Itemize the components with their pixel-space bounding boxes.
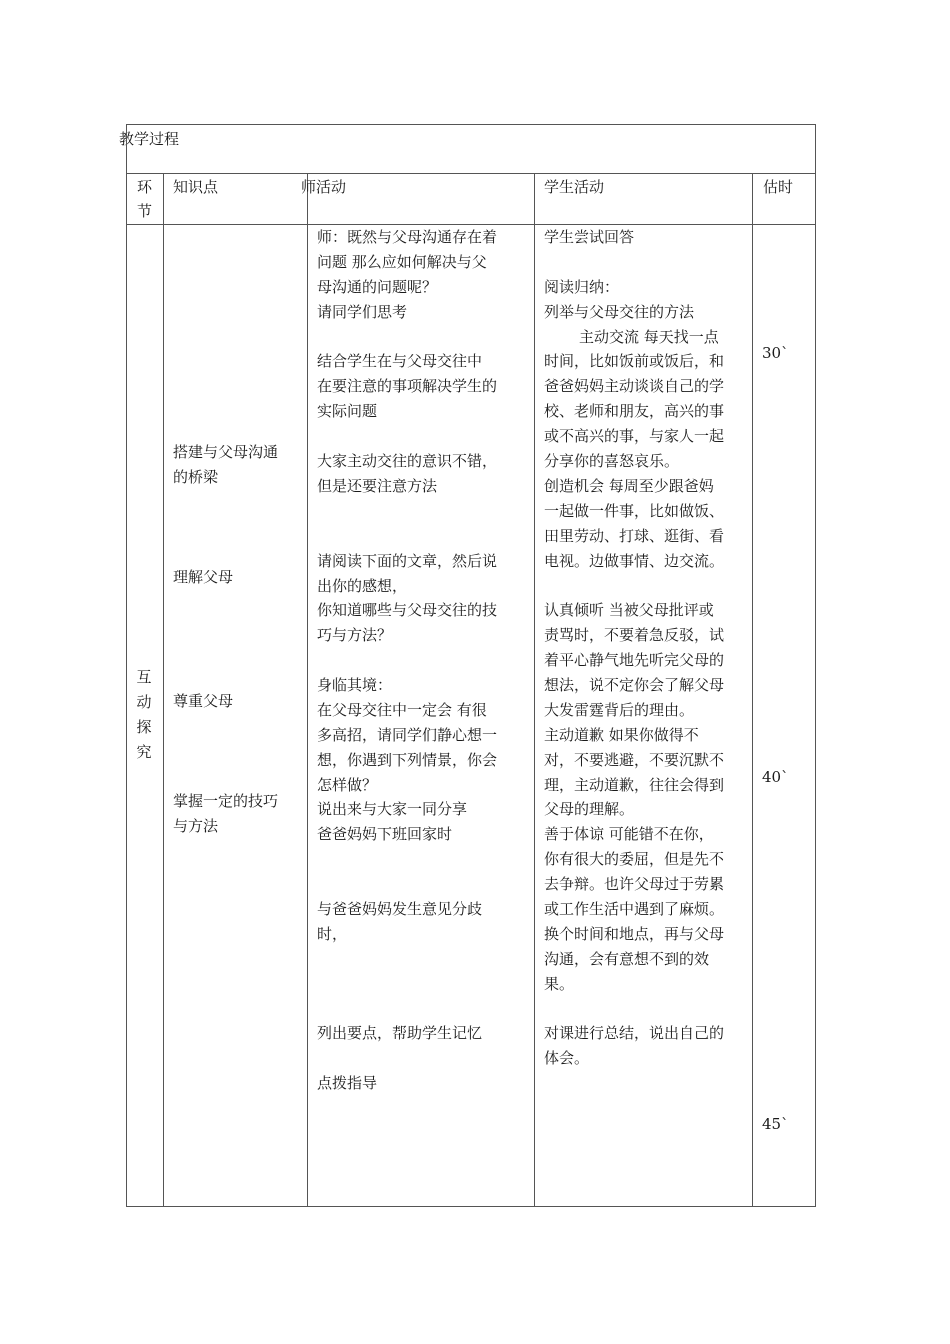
teacher-line: 怎样做？ [317,776,378,794]
header-stage-line1: 环 [137,178,153,196]
header-student-activity: 学生活动 [544,178,605,196]
teacher-line: 爸爸妈妈下班回家时 [317,825,453,843]
column-divider-3 [534,173,535,1207]
knowledge-point: 掌握一定的技巧 [173,792,279,810]
student-line: 善于体谅 可能错不在你， [544,825,714,843]
student-line: 校、老师和朋友，高兴的事 [544,402,725,420]
column-divider-2 [307,173,308,1207]
student-line: 体会。 [544,1049,590,1067]
stage-char: 探 [136,718,152,736]
table-border-top [126,124,816,125]
student-line: 你有很大的委屈，但是先不 [544,850,725,868]
student-line: 责骂时，不要着急反驳，试 [544,626,725,644]
knowledge-point: 的桥梁 [173,468,219,486]
knowledge-point: 与方法 [173,817,219,835]
teacher-line: 师：既然与父母沟通存在着 [317,228,498,246]
time-estimate: 30` [762,344,789,362]
teacher-line: 点拨指导 [317,1074,378,1092]
teacher-line: 请同学们思考 [317,303,408,321]
student-line: 着平心静气地先听完父母的 [544,651,725,669]
student-line: 爸爸妈妈主动谈谈自己的学 [544,377,725,395]
header-teacher-activity: 师活动 [301,178,347,196]
teacher-line: 说出来与大家一同分享 [317,800,468,818]
teacher-line: 出你的感想， [317,577,408,595]
teacher-line: 问题 那么应如何解决与父 [317,253,487,271]
table-title: 教学过程 [119,130,180,148]
teacher-line: 请阅读下面的文章，然后说 [317,552,498,570]
student-line: 想法，说不定你会了解父母 [544,676,725,694]
teacher-line: 在父母交往中一定会 有很 [317,701,487,719]
student-line: 田里劳动、打球、逛街、看 [544,527,725,545]
student-line: 分享你的喜怒哀乐。 [544,452,680,470]
student-line: 理，主动道歉，往往会得到 [544,776,725,794]
student-line: 一起做一件事，比如做饭、 [544,502,725,520]
table-border-bottom [126,1206,816,1207]
student-line: 对，不要逃避，不要沉默不 [544,751,725,769]
time-estimate: 40` [762,768,789,786]
student-line: 时间，比如饭前或饭后，和 [544,352,725,370]
column-divider-1 [163,173,164,1207]
column-divider-4 [752,173,753,1207]
teacher-line: 结合学生在与父母交往中 [317,352,483,370]
student-line: 认真倾听 当被父母批评或 [544,601,714,619]
header-row-top-line [126,173,816,174]
teacher-line: 你知道哪些与父母交往的技 [317,601,498,619]
student-line: 阅读归纳： [544,278,620,296]
student-line: 对课进行总结，说出自己的 [544,1024,725,1042]
knowledge-point: 搭建与父母沟通 [173,443,279,461]
table-border-right [815,124,816,1207]
teacher-line: 实际问题 [317,402,378,420]
student-line: 学生尝试回答 [544,228,635,246]
teacher-line: 巧与方法？ [317,626,393,644]
teacher-line: 但是还要注意方法 [317,477,438,495]
teacher-line: 时， [317,925,348,943]
student-line: 大发雷霆背后的理由。 [544,701,695,719]
header-knowledge: 知识点 [173,178,219,196]
knowledge-point: 尊重父母 [173,692,234,710]
stage-char: 究 [136,743,152,761]
student-line: 或工作生活中遇到了麻烦。 [544,900,725,918]
student-line: 主动道歉 如果你做得不 [544,726,699,744]
student-line: 去争辩。也许父母过于劳累 [544,875,725,893]
teacher-line: 母沟通的问题呢？ [317,278,438,296]
student-line: 主动交流 每天找一点 [579,328,719,346]
teacher-line: 身临其境： [317,676,393,694]
teacher-line: 想，你遇到下列情景，你会 [317,751,498,769]
student-line: 电视。边做事情、边交流。 [544,552,725,570]
header-stage-line2: 节 [137,202,153,220]
student-line: 沟通，会有意想不到的效 [544,950,710,968]
stage-char: 动 [136,693,152,711]
student-line: 果。 [544,975,575,993]
header-time: 估时 [763,178,794,196]
student-line: 创造机会 每周至少跟爸妈 [544,477,714,495]
teacher-line: 在要注意的事项解决学生的 [317,377,498,395]
stage-char: 互 [136,668,152,686]
teacher-line: 列出要点，帮助学生记忆 [317,1024,483,1042]
student-line: 换个时间和地点，再与父母 [544,925,725,943]
stage-label [134,665,154,765]
teacher-line: 多高招，请同学们静心想一 [317,726,498,744]
student-line: 列举与父母交往的方法 [544,303,695,321]
teacher-line: 大家主动交往的意识不错， [317,452,498,470]
knowledge-point: 理解父母 [173,568,234,586]
student-line: 或不高兴的事，与家人一起 [544,427,725,445]
teacher-line: 与爸爸妈妈发生意见分歧 [317,900,483,918]
student-line: 父母的理解。 [544,800,635,818]
time-estimate: 45` [762,1115,789,1133]
table-border-left [126,124,127,1207]
